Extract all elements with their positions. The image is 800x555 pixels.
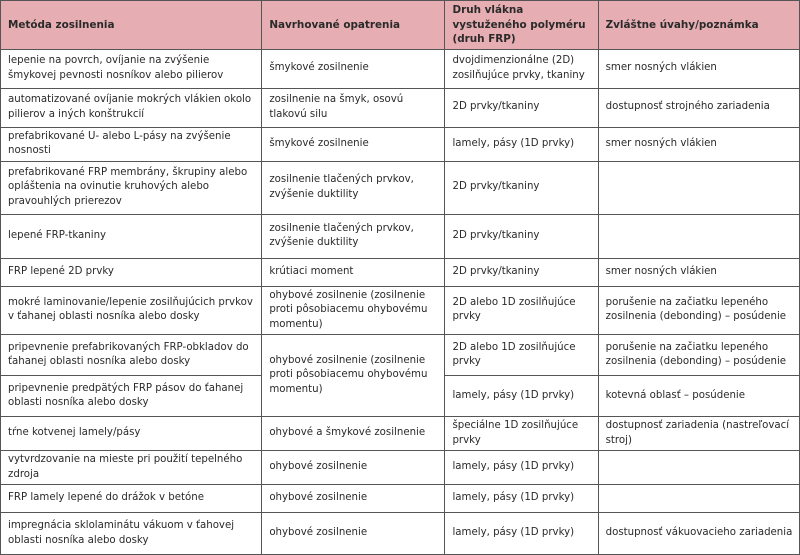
cell-frp-type: lamely, pásy (1D prvky)	[445, 513, 598, 555]
header-note: Zvláštne úvahy/poznámka	[598, 1, 799, 50]
cell-measure: ohybové a šmykové zosilnenie	[262, 417, 445, 451]
cell-note: porušenie na začiatku lepeného zosilnenia (debonding) – posúdenie	[598, 335, 799, 376]
header-method: Metóda zosilnenia	[1, 1, 262, 50]
cell-measure: ohybové zosilnenie	[262, 451, 445, 485]
cell-measure: krútiaci moment	[262, 258, 445, 286]
table-row	[1, 258, 800, 286]
cell-note	[598, 161, 799, 214]
cell-frp-type: špeciálne 1D zosilňujúce prvky	[445, 417, 598, 451]
cell-frp-type: 2D alebo 1D zosilňujúce prvky	[445, 286, 598, 335]
cell-frp-type: dvojdimenzionálne (2D) zosilňujúce prvky, tkaniny	[445, 49, 598, 88]
table-header-row	[1, 1, 800, 50]
cell-frp-type: lamely, pásy (1D prvky)	[445, 127, 598, 161]
table-row	[1, 417, 800, 451]
cell-method: lepenie na povrch, ovíjanie na zvýšenie šmykovej pevnosti nosníkov alebo pilierov	[1, 49, 262, 88]
cell-note: kotevná oblasť – posúdenie	[598, 376, 799, 417]
cell-method: impregnácia sklolaminátu vákuom v ťahovej oblasti nosníka alebo dosky	[1, 513, 262, 555]
cell-note: porušenie na začiatku lepeného zosilnenia (debonding) – posúdenie	[598, 286, 799, 335]
cell-measure-merged: ohybové zosilnenie (zosilnenie proti pôsobiacemu ohybovému momentu)	[262, 335, 445, 417]
cell-method: pripevnenie predpätých FRP pásov do ťahanej oblasti nosníka alebo dosky	[1, 376, 262, 417]
cell-frp-type: 2D prvky/tkaniny	[445, 214, 598, 258]
cell-method: FRP lamely lepené do drážok v betóne	[1, 485, 262, 513]
cell-frp-type: 2D prvky/tkaniny	[445, 258, 598, 286]
cell-note: smer nosných vlákien	[598, 127, 799, 161]
cell-frp-type: lamely, pásy (1D prvky)	[445, 376, 598, 417]
cell-method: prefabrikované FRP membrány, škrupiny alebo opláštenia na ovinutie kruhových alebo pravouhlých prierezov	[1, 161, 262, 214]
table-row	[1, 88, 800, 127]
cell-method: FRP lepené 2D prvky	[1, 258, 262, 286]
table-row	[1, 49, 800, 88]
table-row	[1, 286, 800, 335]
header-measure: Navrhované opatrenia	[262, 1, 445, 50]
cell-note	[598, 485, 799, 513]
table-row	[1, 161, 800, 214]
cell-measure: ohybové zosilnenie (zosilnenie proti pôsobiacemu ohybovému momentu)	[262, 286, 445, 335]
cell-frp-type: 2D prvky/tkaniny	[445, 88, 598, 127]
cell-method: automatizované ovíjanie mokrých vlákien okolo pilierov a iných konštrukcií	[1, 88, 262, 127]
cell-measure: šmykové zosilnenie	[262, 127, 445, 161]
cell-note: smer nosných vlákien	[598, 49, 799, 88]
cell-frp-type: lamely, pásy (1D prvky)	[445, 451, 598, 485]
cell-measure: ohybové zosilnenie	[262, 485, 445, 513]
cell-measure: šmykové zosilnenie	[262, 49, 445, 88]
cell-note: dostupnosť strojného zariadenia	[598, 88, 799, 127]
cell-measure: zosilnenie na šmyk, osovú tlakovú silu	[262, 88, 445, 127]
cell-method: lepené FRP-tkaniny	[1, 214, 262, 258]
cell-method: mokré laminovanie/lepenie zosilňujúcich prvkov v ťahanej oblasti nosníka alebo dosky	[1, 286, 262, 335]
cell-method: prefabrikované U- alebo L-pásy na zvýšenie nosnosti	[1, 127, 262, 161]
cell-method: pripevnenie prefabrikovaných FRP-obkladov do ťahanej oblasti nosníka alebo dosky	[1, 335, 262, 376]
table-row	[1, 214, 800, 258]
table-row	[1, 451, 800, 485]
cell-note: smer nosných vlákien	[598, 258, 799, 286]
table-row	[1, 485, 800, 513]
cell-frp-type: 2D prvky/tkaniny	[445, 161, 598, 214]
cell-note	[598, 214, 799, 258]
cell-note	[598, 451, 799, 485]
cell-method: vytvrdzovanie na mieste pri použití tepelného zdroja	[1, 451, 262, 485]
cell-frp-type: lamely, pásy (1D prvky)	[445, 485, 598, 513]
cell-method: tŕne kotvenej lamely/pásy	[1, 417, 262, 451]
table-row	[1, 335, 800, 376]
cell-measure: ohybové zosilnenie	[262, 513, 445, 555]
cell-measure: zosilnenie tlačených prvkov, zvýšenie duktility	[262, 214, 445, 258]
table-row	[1, 513, 800, 555]
cell-frp-type: 2D alebo 1D zosilňujúce prvky	[445, 335, 598, 376]
cell-note: dostupnosť vákuovacieho zariadenia	[598, 513, 799, 555]
table-row	[1, 127, 800, 161]
header-frp-type: Druh vlákna vystuženého polyméru (druh FRP)	[445, 1, 598, 50]
cell-measure: zosilnenie tlačených prvkov, zvýšenie duktility	[262, 161, 445, 214]
cell-note: dostupnosť zariadenia (nastreľovací stroj)	[598, 417, 799, 451]
